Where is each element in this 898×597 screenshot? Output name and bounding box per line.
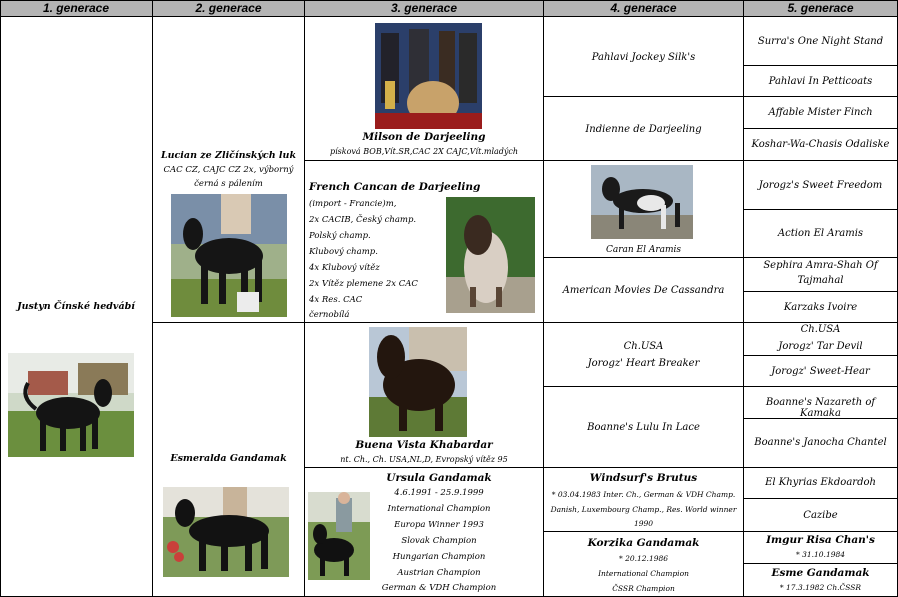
gen4-8-line-1: * 20.12.1986 xyxy=(618,554,669,563)
gen3-3-photo xyxy=(369,327,467,437)
gen2-cell-sire xyxy=(153,17,305,323)
gen4-cell-8 xyxy=(544,532,744,597)
gen3-cell-3 xyxy=(305,323,544,468)
gen3-4-line-7: German & VDH Champion xyxy=(381,583,497,593)
gen3-4-line-3: Europa Winner 1993 xyxy=(394,520,484,530)
gen5-12-name: Boanne's Janocha Chantel xyxy=(754,437,887,448)
gen4-2-name: Indienne de Darjeeling xyxy=(585,124,702,135)
gen5-cell-14 xyxy=(744,499,898,532)
afghan-hound-photo xyxy=(591,165,693,239)
gen1-name: Justyn Čínské hedvábí xyxy=(17,301,135,312)
gen3-1-photo xyxy=(375,23,482,129)
afghan-hound-photo xyxy=(369,327,467,437)
gen4-1-name: Pahlavi Jockey Silk's xyxy=(591,52,696,63)
gen5-16-info: * 17.3.1982 Ch.ČSSR xyxy=(779,583,862,592)
gen5-cell-2 xyxy=(744,66,898,97)
gen4-6-name: Boanne's Lulu In Lace xyxy=(587,422,700,433)
gen5-13-name: El Khyrias Ekdoardoh xyxy=(765,477,876,488)
gen5-9-name-line-2: Jorogz' Tar Devil xyxy=(778,341,863,352)
gen2-sire-photo xyxy=(171,194,287,317)
gen5-8-name: Karzaks Ivoire xyxy=(783,302,858,313)
gen4-cell-2 xyxy=(544,97,744,161)
gen2-sire-line-1: CAC CZ, CAJC CZ 2x, výborný xyxy=(163,165,294,175)
gen4-cell-4 xyxy=(544,258,744,323)
gen4-7-line-3: 1990 xyxy=(633,519,654,528)
gen5-2-name: Pahlavi In Petticoats xyxy=(768,76,873,87)
gen3-4-line-2: International Champion xyxy=(387,504,491,514)
gen5-1-name: Surra's One Night Stand xyxy=(757,36,884,47)
table-frame-top xyxy=(0,0,898,1)
header-gen-3: 3. generace xyxy=(305,0,544,17)
gen4-7-name: Windsurf's Brutus xyxy=(589,472,698,484)
gen4-8-name: Korzika Gandamak xyxy=(587,537,700,549)
gen5-cell-8 xyxy=(744,292,898,323)
gen5-cell-1 xyxy=(744,17,898,66)
gen5-3-name: Affable Mister Finch xyxy=(768,107,873,118)
gen4-cell-5 xyxy=(544,323,744,387)
gen4-cell-7 xyxy=(544,468,744,532)
gen3-4-name: Ursula Gandamak xyxy=(386,472,492,484)
gen2-dam-name: Esmeralda Gandamak xyxy=(170,453,287,464)
gen3-4-line-6: Austrian Champion xyxy=(397,568,481,578)
gen5-cell-10 xyxy=(744,356,898,387)
gen3-2-line-2: 2x CACIB, Český champ. xyxy=(309,215,417,225)
gen4-cell-1 xyxy=(544,17,744,97)
gen5-cell-7 xyxy=(744,258,898,292)
gen4-5-name-line-2: Jorogz' Heart Breaker xyxy=(587,358,700,369)
gen1-cell xyxy=(0,17,153,597)
gen5-15-name: Imgur Risa Chan's xyxy=(766,534,875,546)
gen3-3-info: nt. Ch., Ch. USA,NL,D, Evropský vítěz 95 xyxy=(340,455,508,464)
gen5-6-name: Action El Aramis xyxy=(777,228,864,239)
gen5-15-info: * 31.10.1984 xyxy=(795,550,846,559)
gen3-2-line-3: Polský champ. xyxy=(309,231,371,241)
gen3-4-line-5: Hungarian Champion xyxy=(392,552,486,562)
gen3-4-photo xyxy=(308,492,370,580)
gen4-7-line-1: * 03.04.1983 Inter. Ch., German & VDH Champ. xyxy=(551,490,736,499)
gen4-3-photo xyxy=(591,165,693,239)
afghan-hound-photo xyxy=(375,23,482,129)
header-gen-4: 4. generace xyxy=(544,0,744,17)
afghan-hound-photo xyxy=(308,492,370,580)
gen3-2-line-8: černobílá xyxy=(309,310,350,320)
gen3-2-line-7: 4x Res. CAC xyxy=(309,295,363,305)
gen5-11-name: Boanne's Nazareth of Kamaka xyxy=(765,397,876,419)
afghan-hound-photo xyxy=(163,487,289,577)
gen3-2-name: French Cancan de Darjeeling xyxy=(309,181,481,193)
gen3-1-name: Milson de Darjeeling xyxy=(362,131,486,143)
gen5-cell-16 xyxy=(744,564,898,597)
gen3-cell-4 xyxy=(305,468,544,597)
afghan-hound-photo xyxy=(171,194,287,317)
gen3-cell-1 xyxy=(305,17,544,161)
afghan-hound-photo xyxy=(8,353,134,457)
gen3-2-line-5: 4x Klubový vítěz xyxy=(309,263,380,273)
gen5-cell-11 xyxy=(744,387,898,419)
table-frame-left xyxy=(0,0,1,597)
gen2-sire-name: Lucian ze Zličínských luk xyxy=(160,150,297,161)
gen5-10-name: Jorogz' Sweet-Hear xyxy=(771,366,870,377)
gen3-3-name: Buena Vista Khabardar xyxy=(355,439,493,451)
gen5-7-name-line-2: Tajmahal xyxy=(797,275,844,286)
afghan-hound-photo xyxy=(446,197,535,313)
gen5-cell-12 xyxy=(744,419,898,468)
gen3-1-info: písková BOB,Vít.SR,CAC 2X CAJC,Vít.mladých xyxy=(329,147,519,156)
gen4-4-name: American Movies De Cassandra xyxy=(562,285,725,296)
gen4-cell-3 xyxy=(544,161,744,258)
gen4-3-name: Caran El Aramis xyxy=(605,245,682,255)
gen4-5-name-line-1: Ch.USA xyxy=(623,341,664,352)
gen4-8-line-3: ČSSR Champion xyxy=(612,584,675,593)
gen3-2-line-1: (import - Francie)m, xyxy=(309,199,397,209)
gen2-sire-line-2: černá s pálením xyxy=(194,179,263,189)
gen3-4-line-1: 4.6.1991 - 25.9.1999 xyxy=(394,488,484,498)
gen2-dam-photo xyxy=(163,487,289,577)
header-gen-1: 1. generace xyxy=(0,0,153,17)
gen3-2-line-6: 2x Vítěz plemene 2x CAC xyxy=(309,279,418,289)
gen5-14-name: Cazibe xyxy=(803,510,838,521)
gen5-cell-13 xyxy=(744,468,898,499)
gen3-2-line-4: Klubový champ. xyxy=(309,247,378,257)
gen5-cell-6 xyxy=(744,210,898,258)
gen2-cell-dam xyxy=(153,323,305,597)
gen5-cell-9 xyxy=(744,323,898,356)
gen3-2-photo xyxy=(446,197,535,313)
header-gen-5: 5. generace xyxy=(744,0,898,17)
gen3-cell-2 xyxy=(305,161,544,323)
gen5-4-name: Koshar-Wa-Chasis Odaliske xyxy=(751,139,890,150)
gen5-cell-3 xyxy=(744,97,898,129)
gen5-9-name-line-1: Ch.USA xyxy=(800,324,841,335)
gen4-7-line-2: Danish, Luxembourg Champ., Res. World winner xyxy=(550,505,737,514)
gen5-7-name-line-1: Sephira Amra-Shah Of xyxy=(763,260,878,271)
gen4-cell-6 xyxy=(544,387,744,468)
gen5-cell-15 xyxy=(744,532,898,564)
gen5-cell-5 xyxy=(744,161,898,210)
gen5-5-name: Jorogz's Sweet Freedom xyxy=(758,180,883,191)
gen4-8-line-2: International Champion xyxy=(598,569,689,578)
header-gen-2: 2. generace xyxy=(153,0,305,17)
gen1-photo xyxy=(8,353,134,457)
gen5-16-name: Esme Gandamak xyxy=(771,567,870,579)
gen3-4-line-4: Slovak Champion xyxy=(401,536,477,546)
gen5-cell-4 xyxy=(744,129,898,161)
